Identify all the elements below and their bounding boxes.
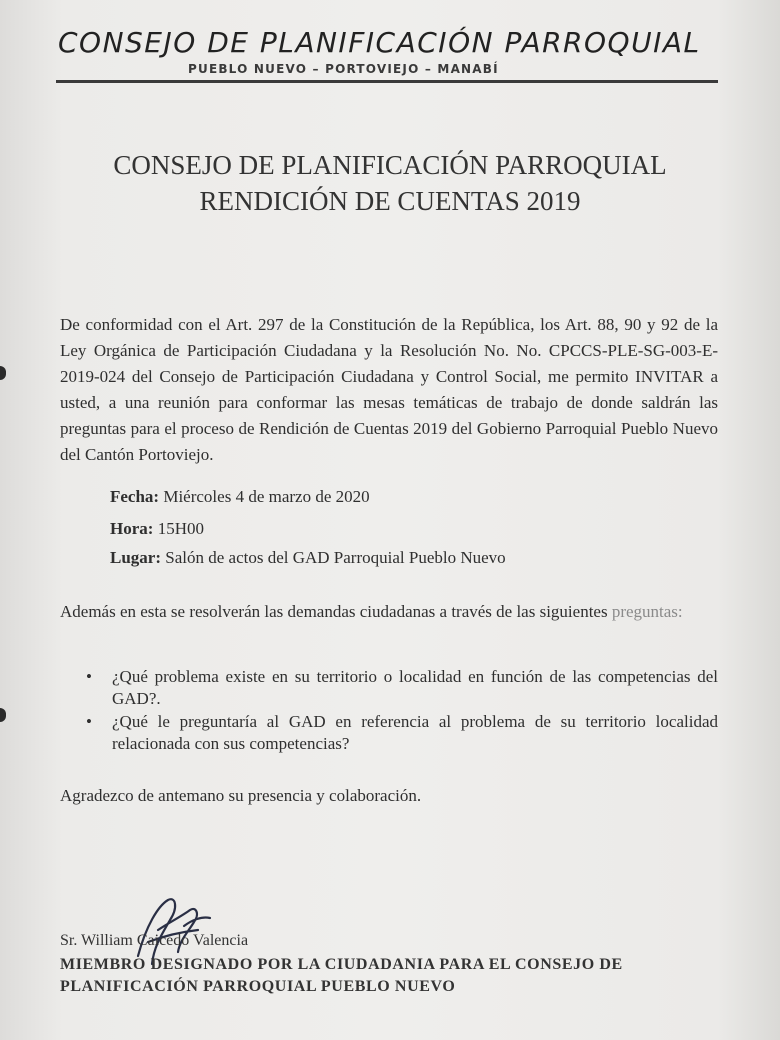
questions-intro-text: Además en esta se resolverán las demandas ciudadanas a través de las siguientes: [60, 602, 608, 621]
place-value: Salón de actos del GAD Parroquial Pueblo Nuevo: [161, 548, 506, 567]
bullet-icon: •: [86, 667, 92, 686]
question-text: ¿Qué problema existe en su territorio o localidad en función de las competencias del GAD?.: [112, 667, 718, 708]
time-value: 15H00: [153, 519, 204, 538]
date-label: Fecha:: [110, 487, 160, 506]
invitation-paragraph: De conformidad con el Art. 297 de la Constitución de la República, los Art. 88, 90 y 92 de la Ley Orgánica de Participación Ciudadana y la Resolución No. No. CPCCS-PLE-SG-003-E-2019-024 del Consejo de Participación Ciudadana y Control Social, me permito INVITAR a usted, a una reunión para conformar las mesas temáticas de trabajo de donde saldrán las preguntas para el proceso de Rendición de Cuentas 2019 del Gobierno Parroquial Pueblo Nuevo del Cantón Portoviejo.: [60, 315, 718, 464]
letterhead-divider: [56, 80, 718, 83]
document-title-line2: RENDICIÓN DE CUENTAS 2019: [199, 186, 581, 216]
list-item: [84, 711, 718, 755]
signer-role: MIEMBRO DESIGNADO POR LA CIUDADANIA PARA EL CONSEJO DE PLANIFICACIÓN PARROQUIAL PUEBLO NUEVO: [60, 956, 623, 995]
closing-line: Agradezco de antemano su presencia y colaboración.: [60, 786, 422, 805]
signer-name: Sr. William Caicedo Valencia: [60, 932, 249, 949]
question-text: ¿Qué le preguntaría al GAD en referencia al problema de su territorio localidad relacionada con sus competencias?: [112, 712, 718, 753]
meeting-time: [110, 519, 204, 539]
bullet-icon: •: [86, 712, 92, 731]
questions-intro-end: preguntas:: [611, 602, 683, 621]
questions-list: [84, 666, 718, 756]
letterhead-title: CONSEJO DE PLANIFICACIÓN PARROQUIAL: [58, 26, 701, 59]
list-item: [84, 666, 718, 710]
page-edge-mark: [0, 708, 6, 722]
meeting-date: [110, 487, 370, 507]
time-label: Hora:: [110, 519, 154, 538]
date-value: Miércoles 4 de marzo de 2020: [159, 487, 370, 506]
meeting-place: [110, 548, 506, 568]
place-label: Lugar:: [110, 548, 161, 567]
document-title-line1: CONSEJO DE PLANIFICACIÓN PARROQUIAL: [113, 150, 667, 180]
page-edge-mark: [0, 366, 6, 380]
questions-intro: [60, 600, 718, 624]
letterhead-subtitle: PUEBLO NUEVO – PORTOVIEJO – MANABÍ: [188, 62, 499, 76]
